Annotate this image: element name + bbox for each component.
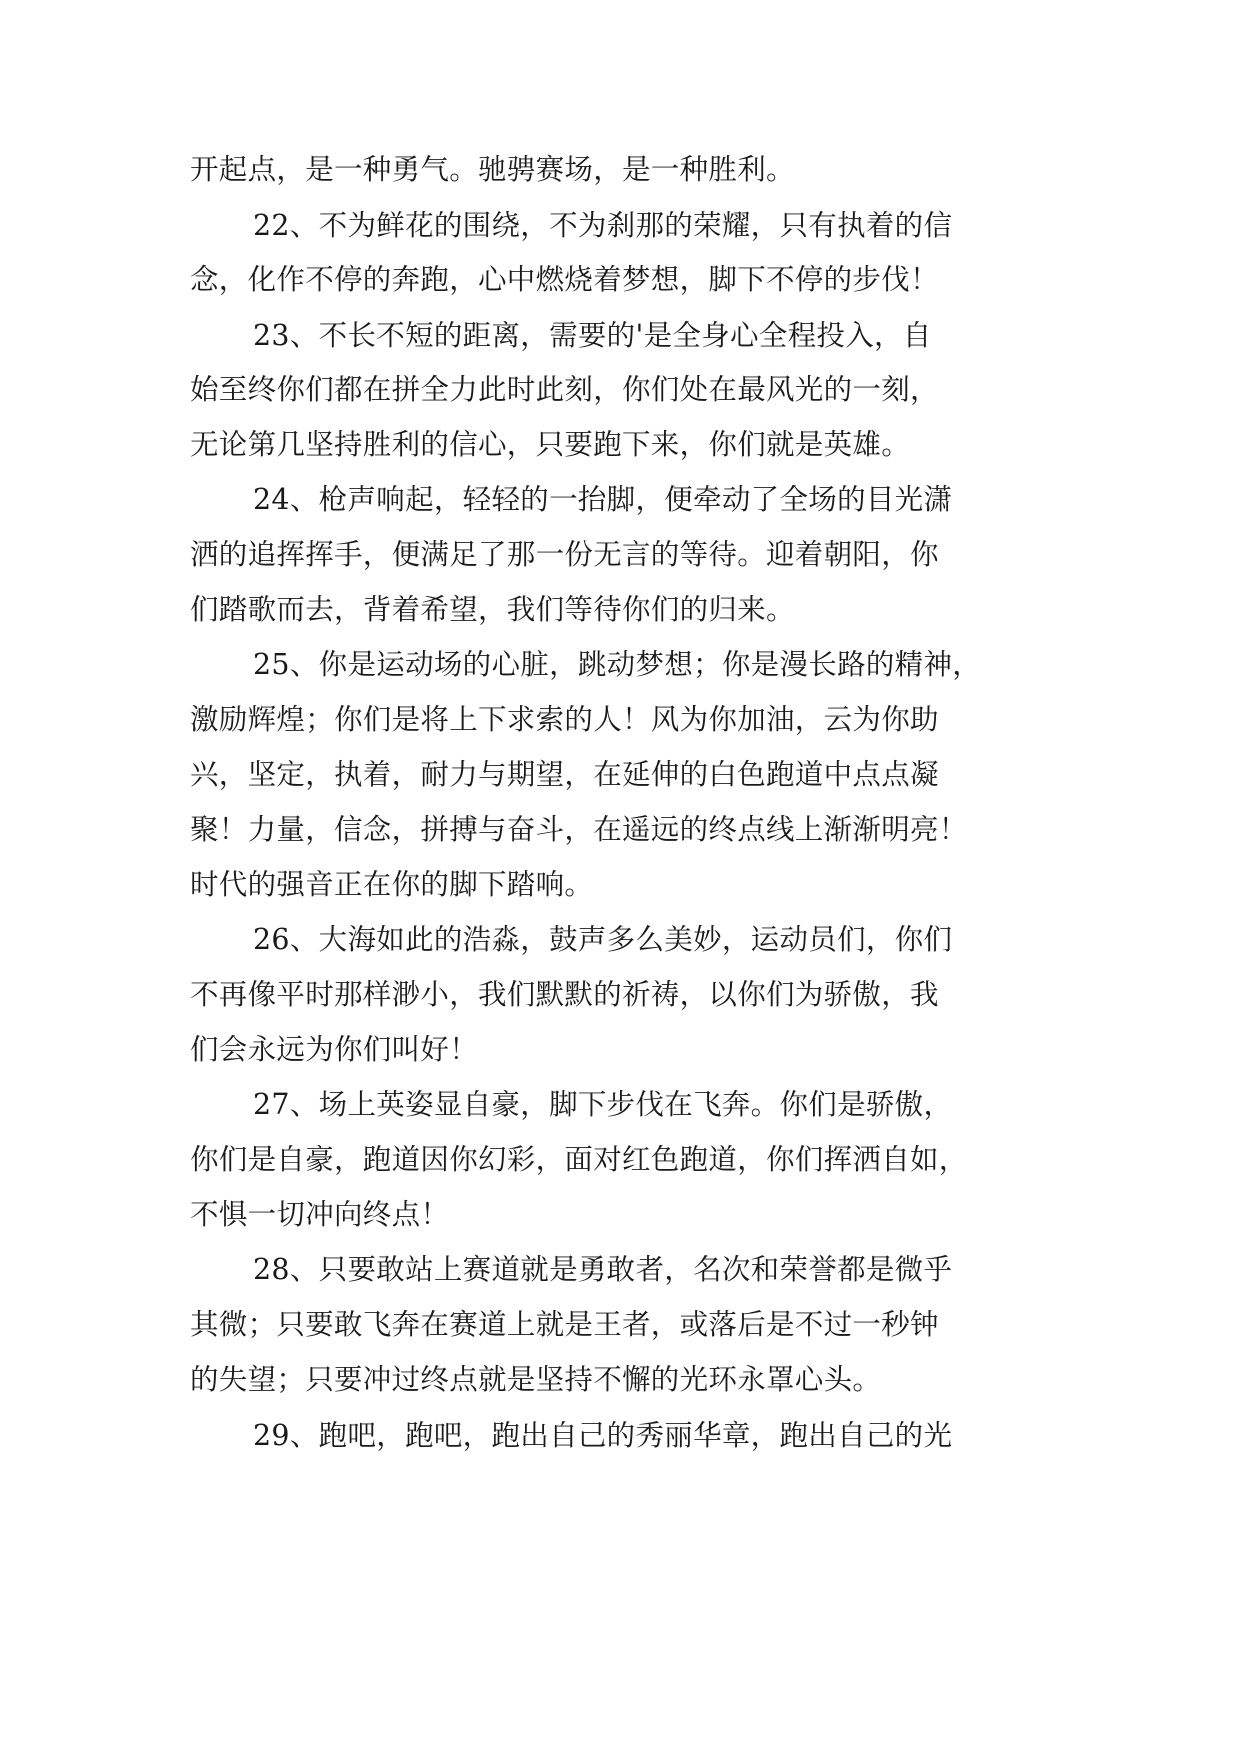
text-line: 激励辉煌；你们是将上下求索的人！风为你加油，云为你助 — [190, 703, 939, 736]
text-line: 28、只要敢站上赛道就是勇敢者，名次和荣誉都是微乎 — [253, 1253, 953, 1286]
text-line: 聚！力量，信念，拼搏与奋斗，在遥远的终点线上渐渐明亮！ — [190, 813, 968, 846]
text-line: 25、你是运动场的心脏，跳动梦想；你是漫长路的精神， — [253, 648, 982, 681]
text-line: 27、场上英姿显自豪，脚下步伐在飞奔。你们是骄傲， — [253, 1088, 953, 1121]
text-line: 开起点，是一种勇气。驰骋赛场，是一种胜利。 — [190, 153, 795, 186]
text-line: 其微；只要敢飞奔在赛道上就是王者，或落后是不过一秒钟 — [190, 1308, 939, 1341]
text-line: 29、跑吧，跑吧，跑出自己的秀丽华章，跑出自己的光 — [253, 1419, 953, 1452]
text-line: 22、不为鲜花的围绕，不为刹那的荣耀，只有执着的信 — [253, 209, 953, 242]
text-line: 24、枪声响起，轻轻的一抬脚，便牵动了全场的目光潇 — [253, 483, 953, 516]
text-line: 洒的追挥挥手，便满足了那一份无言的等待。迎着朝阳，你 — [190, 538, 939, 571]
text-line: 兴，坚定，执着，耐力与期望，在延伸的白色跑道中点点凝 — [190, 758, 939, 791]
text-line: 时代的强音正在你的脚下踏响。 — [190, 868, 594, 901]
text-line: 们踏歌而去，背着希望，我们等待你们的归来。 — [190, 593, 795, 626]
text-line: 不再像平时那样渺小，我们默默的祈祷，以你们为骄傲，我 — [190, 978, 939, 1011]
text-line: 始至终你们都在拼全力此时此刻，你们处在最风光的一刻， — [190, 373, 939, 406]
text-line: 23、不长不短的距离，需要的'是全身心全程投入，自 — [253, 319, 932, 352]
text-line: 们会永远为你们叫好！ — [190, 1033, 479, 1066]
text-line: 不惧一切冲向终点！ — [190, 1198, 450, 1231]
text-line: 的失望；只要冲过终点就是坚持不懈的光环永罩心头。 — [190, 1363, 882, 1396]
text-line: 你们是自豪，跑道因你幻彩，面对红色跑道，你们挥洒自如， — [190, 1143, 968, 1176]
text-line: 26、大海如此的浩淼，鼓声多么美妙，运动员们，你们 — [253, 923, 953, 956]
text-line: 念，化作不停的奔跑，心中燃烧着梦想，脚下不停的步伐！ — [190, 263, 939, 296]
text-line: 无论第几坚持胜利的信心，只要跑下来，你们就是英雄。 — [190, 428, 911, 461]
